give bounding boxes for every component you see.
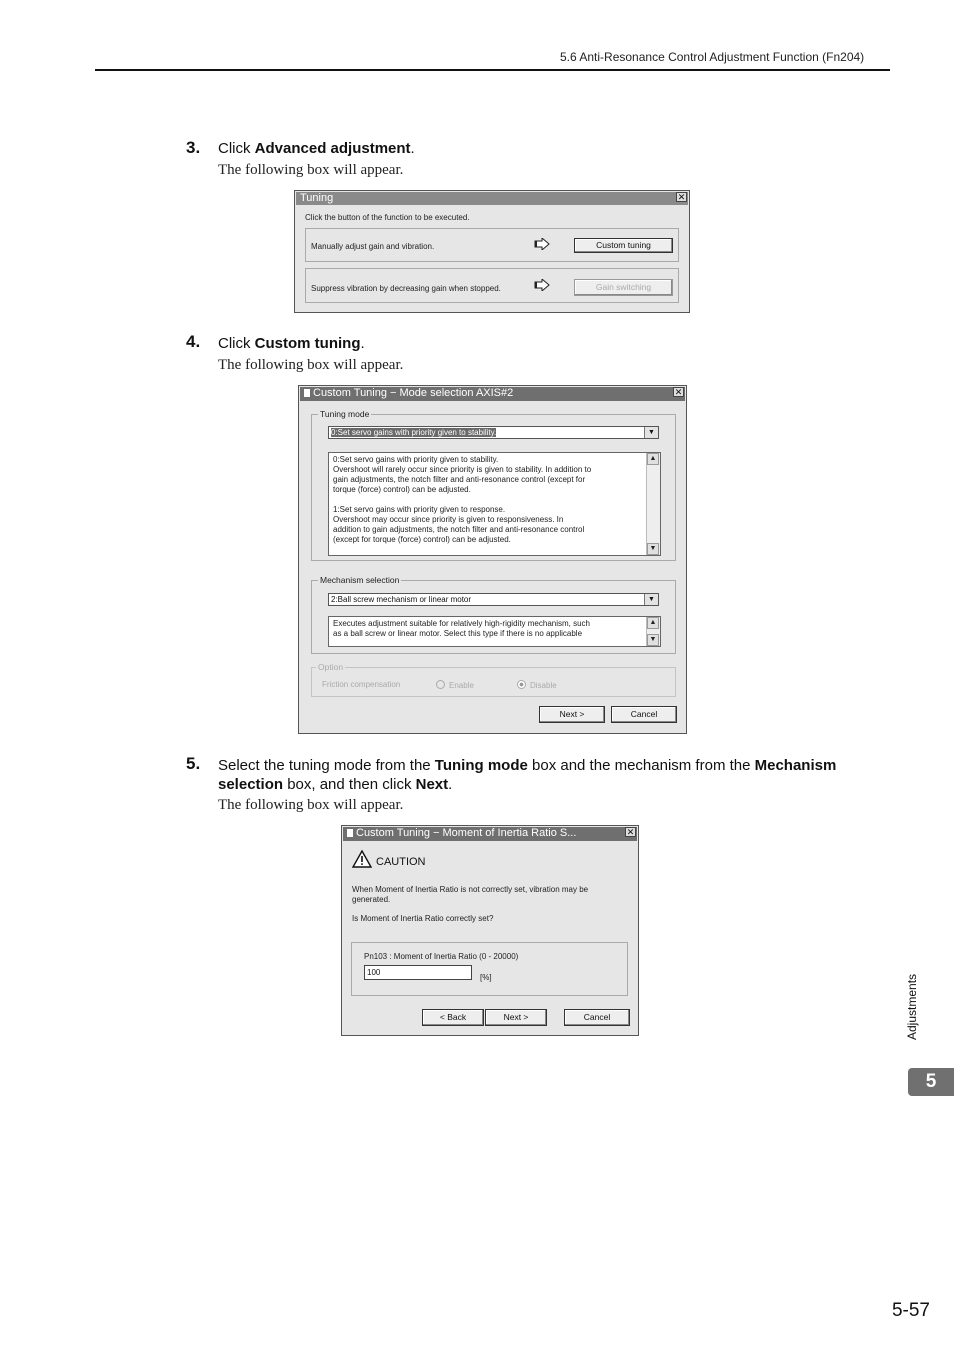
page-number: 5-57 (891, 1300, 930, 1321)
close-icon[interactable]: ✕ (674, 387, 683, 397)
tuning-dialog (294, 190, 690, 313)
tuning-mode-group (311, 409, 676, 561)
caution-question: Is Moment of Inertia Ratio correctly set? (352, 914, 494, 923)
next-button[interactable]: Next > (485, 1009, 547, 1026)
disable-radio[interactable]: Disable (517, 680, 557, 690)
tuning-desc-line: torque (force) control) can be adjusted. (333, 485, 471, 494)
cancel-button[interactable]: Cancel (564, 1009, 630, 1026)
tuning-desc-line: 1:Set servo gains with priority given to response. (333, 505, 506, 514)
mechanism-desc-line: Executes adjustment suitable for relatively high-rigidity mechanism, such (333, 619, 591, 628)
caution-icon (352, 850, 372, 868)
tuning-mode-select[interactable]: 0:Set servo gains with priority given to stability. ▼ (328, 426, 659, 439)
inertia-titlebar: Custom Tuning − Moment of Inertia Ratio S... (343, 827, 637, 841)
tuning-desc-line (333, 495, 642, 505)
tuning-desc-line: gain adjustments, the notch filter and anti-resonance control (except for (333, 475, 586, 484)
custom-tuning-button[interactable]: Custom tuning (574, 238, 673, 253)
param-label: Pn103 : Moment of Inertia Ratio (0 - 20000) (364, 952, 519, 961)
inertia-ratio-input[interactable]: 100 (364, 965, 472, 980)
arrow-right-icon (534, 279, 550, 291)
tuning-desc-line: Overshoot may occur since priority is given to responsiveness. In (333, 515, 564, 524)
chapter-tab: 5 (908, 1068, 954, 1096)
option-group (311, 662, 676, 697)
mechanism-desc-line: as a ball screw or linear motor. Select this type if there is no applicable (333, 629, 583, 638)
cancel-button[interactable]: Cancel (611, 706, 677, 723)
gain-switching-button[interactable]: Gain switching (574, 279, 673, 296)
tuning-row1-group (305, 228, 679, 262)
app-icon (304, 389, 310, 397)
app-icon (347, 829, 353, 837)
step-5-line1: Select the tuning mode from the Tuning mode box and the mechanism from the Mechanism (218, 757, 837, 774)
unit-label: [%] (480, 973, 492, 982)
section-header: 5.6 Anti-Resonance Control Adjustment Function (Fn204) (560, 50, 865, 64)
tuning-desc-line: Overshoot will rarely occur since priority is given to stability. In addition to (333, 465, 592, 474)
tuning-row2-text: Suppress vibration by decreasing gain when stopped. (311, 284, 501, 293)
step-5-number: 5. (186, 754, 201, 773)
step-5-line2: selection box, and then click Next. (218, 776, 453, 793)
next-button[interactable]: Next > (539, 706, 605, 723)
tuning-titlebar: Tuning (296, 192, 688, 205)
step-4-number: 4. (186, 332, 201, 351)
close-icon[interactable]: ✕ (677, 192, 686, 202)
step-3-text: Click Advanced adjustment. (218, 140, 415, 157)
mechanism-group (311, 575, 676, 654)
step-4-subtext: The following box will appear. (218, 357, 404, 373)
tuning-row1-text: Manually adjust gain and vibration. (311, 242, 435, 251)
option-label: Option (318, 662, 344, 672)
mechanism-label: Mechanism selection (320, 575, 400, 585)
parameter-group (351, 942, 628, 996)
caution-message-line1: When Moment of Inertia Ratio is not correctly set, vibration may be (352, 885, 589, 894)
back-button[interactable]: < Back (422, 1009, 484, 1026)
tuning-desc-line: addition to gain adjustments, the notch filter and anti-resonance control (333, 525, 585, 534)
caution-message-line2: generated. (352, 895, 391, 904)
caution-heading: CAUTION (376, 856, 426, 868)
step-3-subtext: The following box will appear. (218, 162, 404, 178)
chapter-label: Adjustments (905, 973, 919, 1040)
enable-radio[interactable]: Enable (436, 680, 474, 690)
step-4-text: Click Custom tuning. (218, 335, 365, 352)
friction-compensation-label: Friction compensation (322, 680, 401, 689)
inertia-ratio-dialog (341, 825, 639, 1036)
tuning-desc-scrollbar[interactable]: ▲ ▼ (646, 453, 660, 555)
step-3-number: 3. (186, 138, 201, 157)
tuning-instruction: Click the button of the function to be executed. (305, 213, 470, 222)
tuning-mode-description (328, 452, 661, 556)
close-icon[interactable]: ✕ (626, 827, 635, 837)
header-rule (95, 69, 890, 71)
tuning-mode-label: Tuning mode (320, 409, 370, 419)
tuning-desc-line: (except for torque (force) control) can be adjusted. (333, 535, 511, 544)
mode-titlebar: Custom Tuning − Mode selection AXIS#2 (300, 387, 685, 401)
dropdown-arrow-icon[interactable]: ▼ (644, 594, 658, 605)
arrow-right-icon (534, 238, 550, 250)
tuning-row2-group (305, 268, 679, 303)
mode-selection-dialog (298, 385, 687, 734)
mechanism-desc-scrollbar[interactable]: ▲ ▼ (646, 617, 660, 646)
dropdown-arrow-icon[interactable]: ▼ (644, 427, 658, 438)
step-5-subtext: The following box will appear. (218, 797, 404, 813)
tuning-desc-line: 0:Set servo gains with priority given to stability. (333, 455, 499, 464)
mechanism-select[interactable]: 2:Ball screw mechanism or linear motor ▼ (328, 593, 659, 606)
mechanism-description (328, 616, 661, 647)
